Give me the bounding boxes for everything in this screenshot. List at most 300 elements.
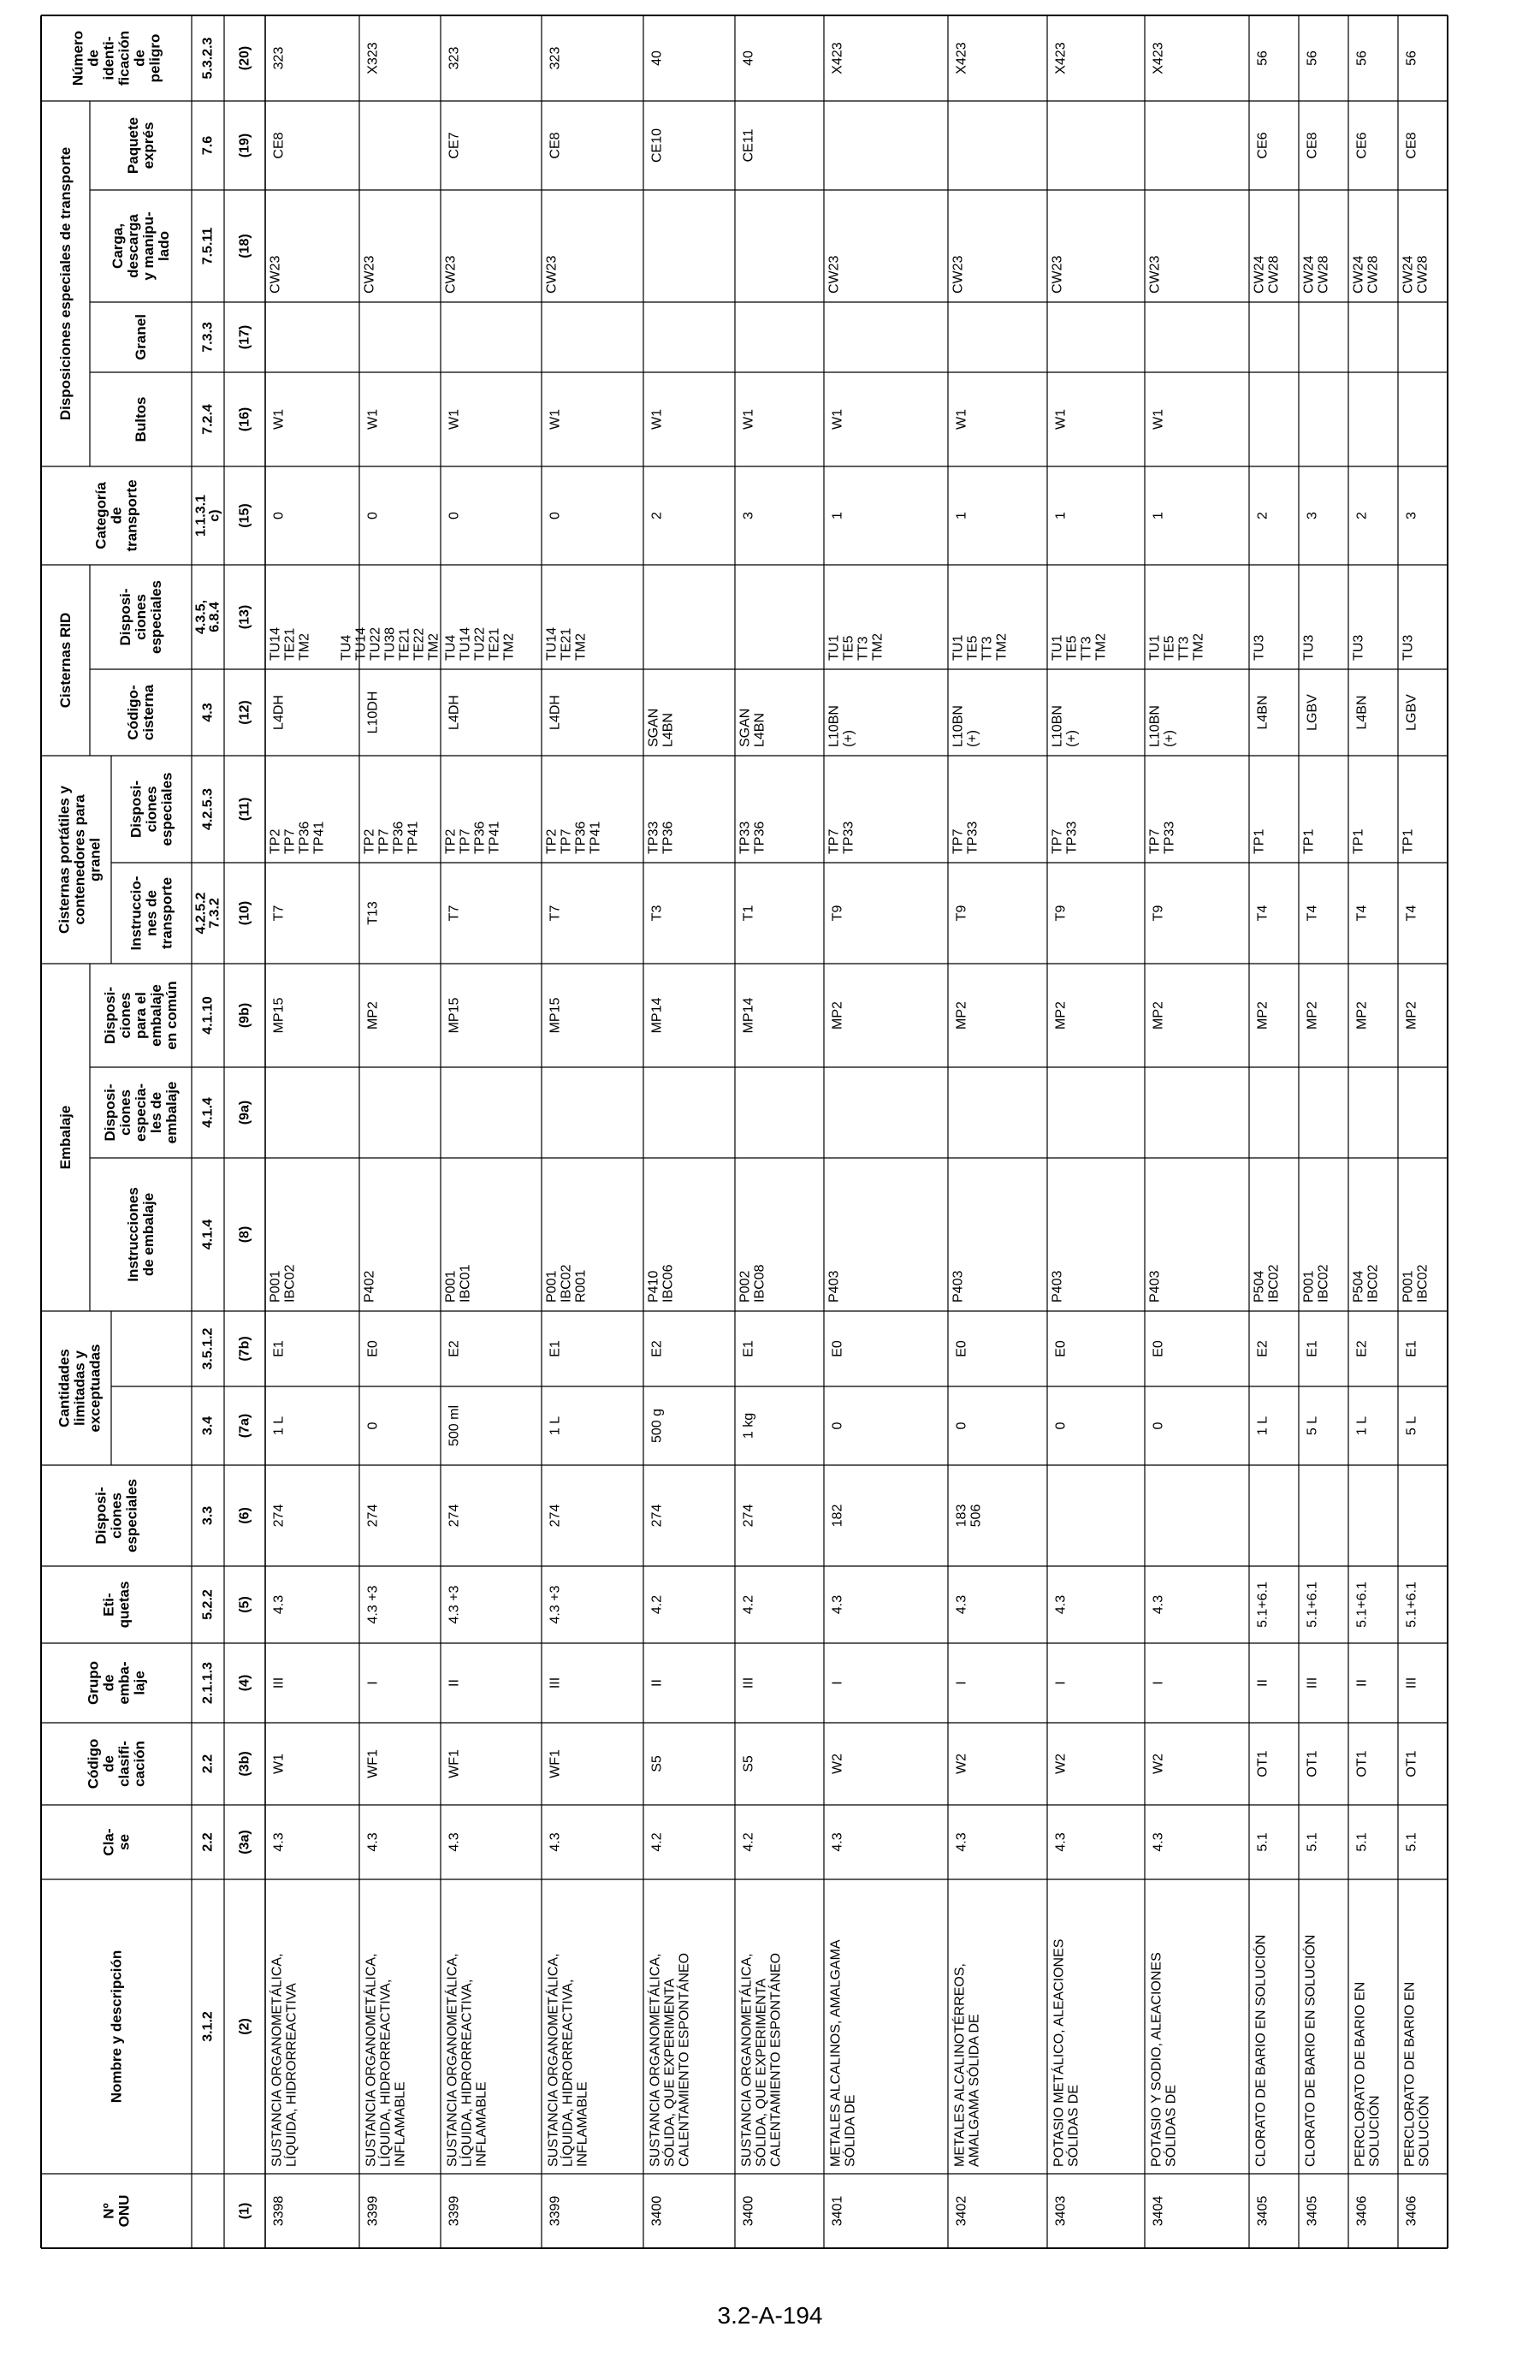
row-8-c10 bbox=[1054, 905, 1069, 922]
row-9-c5 bbox=[1152, 1595, 1166, 1614]
row-0-c2 bbox=[269, 1953, 299, 2167]
col-num-c1-line: (1) bbox=[237, 2202, 252, 2220]
row-11-c10 bbox=[1306, 905, 1320, 922]
row-3-c8 bbox=[545, 1264, 589, 1303]
row-2-c3b bbox=[447, 1749, 462, 1778]
row-13-c3b bbox=[1405, 1750, 1419, 1777]
row-2-c3a bbox=[447, 1832, 462, 1851]
row-1-c13-line: TE22 bbox=[412, 627, 427, 661]
row-2-c4-line: II bbox=[447, 1679, 462, 1687]
row-1-c10-line: T13 bbox=[365, 901, 381, 925]
row-11-c19 bbox=[1306, 132, 1320, 158]
row-5-c2-line: CALENTAMIENTO ESPONTÁNEO bbox=[768, 1952, 784, 2167]
group-header-g_disp bbox=[57, 147, 74, 420]
row-8-c9b bbox=[1054, 1001, 1069, 1030]
col-header-c5-line: Eti- bbox=[100, 1593, 117, 1617]
row-9-c8 bbox=[1148, 1271, 1163, 1303]
col-num-c7b-line: (7b) bbox=[237, 1336, 252, 1362]
row-13-c12-line: LGBV bbox=[1404, 694, 1419, 731]
row-9-c20 bbox=[1152, 42, 1166, 74]
col-ref-c16-line: 7.2.4 bbox=[200, 404, 216, 435]
row-13-c5 bbox=[1405, 1582, 1419, 1628]
row-5-c20 bbox=[742, 50, 756, 66]
col-header-c10-line: transporte bbox=[158, 876, 175, 950]
row-3-c3a bbox=[548, 1832, 563, 1851]
row-4-c12 bbox=[647, 709, 676, 747]
row-8-c3b-line: W2 bbox=[1053, 1754, 1069, 1774]
row-2-c13-line: TU22 bbox=[472, 626, 488, 661]
row-13-c4 bbox=[1405, 1677, 1419, 1689]
row-4-c11 bbox=[647, 822, 676, 854]
row-3-c19-line: CE8 bbox=[548, 132, 563, 159]
col-header-c9b-line: Disposi- bbox=[102, 986, 118, 1045]
row-2-c5-line: 4.3 +3 bbox=[447, 1585, 462, 1624]
col-ref-c17-line: 7.3.3 bbox=[200, 322, 216, 353]
col-header-c10 bbox=[128, 876, 175, 951]
row-1-c3b-line: WF1 bbox=[365, 1749, 381, 1778]
row-10-c10-line: T4 bbox=[1255, 905, 1270, 922]
col-header-c18-line: Carga, bbox=[110, 223, 126, 269]
row-10-c8 bbox=[1253, 1264, 1282, 1303]
row-2-c13-line: TM2 bbox=[501, 633, 517, 661]
row-3-c13-line: TE21 bbox=[559, 627, 574, 661]
row-2-c16-line: W1 bbox=[447, 409, 462, 430]
col-header-c8-line: Instrucciones bbox=[125, 1187, 141, 1282]
row-7-c3a-line: 4.3 bbox=[954, 1832, 969, 1852]
row-3-c12 bbox=[548, 695, 563, 730]
table-cells bbox=[56, 31, 1432, 2228]
col-ref-c13-line: 6.8.4 bbox=[207, 602, 222, 632]
row-11-c18-line: CW24 bbox=[1301, 255, 1317, 294]
row-3-c1-line: 3399 bbox=[548, 2195, 563, 2227]
row-9-c8-line: P403 bbox=[1147, 1270, 1163, 1303]
row-10-c13-line: TU3 bbox=[1252, 634, 1267, 661]
col-header-c20-line: ficación bbox=[116, 30, 133, 86]
row-0-c6-line: 274 bbox=[271, 1504, 287, 1528]
row-6-c8-line: P403 bbox=[826, 1270, 842, 1303]
col-ref-c19 bbox=[201, 136, 216, 155]
row-12-c3a-line: 5.1 bbox=[1354, 1832, 1370, 1852]
row-4-c2-line: SUSTANCIA ORGANOMETÁLICA, bbox=[648, 1953, 663, 2167]
row-0-c9b bbox=[272, 998, 287, 1034]
col-header-c4-line: laje bbox=[131, 1671, 148, 1695]
row-6-c16 bbox=[831, 409, 845, 430]
row-7-c6-line: 506 bbox=[968, 1504, 984, 1528]
row-11-c11 bbox=[1302, 829, 1317, 854]
col-header-c9a-line: Disposi- bbox=[102, 1083, 118, 1142]
row-1-c7b-line: E0 bbox=[365, 1340, 381, 1357]
col-ref-c7b-line: 3.5.1.2 bbox=[200, 1327, 216, 1370]
row-12-c3b-line: OT1 bbox=[1354, 1750, 1370, 1778]
col-ref-c15 bbox=[194, 495, 222, 537]
group-header-g_cant-line: Cantidades bbox=[56, 1349, 73, 1427]
row-4-c16-line: W1 bbox=[649, 409, 665, 430]
row-12-c8-line: P504 bbox=[1351, 1270, 1366, 1303]
col-header-c4 bbox=[86, 1661, 148, 1705]
row-6-c10 bbox=[831, 905, 845, 922]
col-num-c4 bbox=[238, 1675, 252, 1692]
col-header-c10-line: Instruccio- bbox=[127, 875, 145, 951]
row-7-c12 bbox=[951, 705, 980, 747]
row-5-c7a-line: 1 kg bbox=[741, 1412, 756, 1439]
row-3-c11-line: TP2 bbox=[544, 828, 560, 854]
row-9-c16 bbox=[1152, 409, 1166, 430]
row-0-c19-line: CE8 bbox=[271, 132, 287, 159]
row-2-c19-line: CE7 bbox=[447, 132, 462, 159]
row-13-c4-line: III bbox=[1404, 1677, 1419, 1689]
row-8-c13 bbox=[1051, 633, 1109, 661]
col-num-c2-line: (2) bbox=[237, 2018, 252, 2035]
row-9-c13-line: TU1 bbox=[1147, 634, 1163, 661]
row-1-c20 bbox=[366, 42, 381, 74]
row-3-c20-line: 323 bbox=[548, 46, 563, 70]
col-ref-c15-line: c) bbox=[207, 509, 222, 522]
col-ref-c8 bbox=[201, 1220, 216, 1250]
col-ref-c4-line: 2.1.1.3 bbox=[200, 1662, 216, 1704]
row-7-c15-line: 1 bbox=[954, 512, 969, 519]
row-1-c12-line: L10DH bbox=[365, 691, 381, 734]
row-7-c11-line: TP7 bbox=[951, 828, 966, 854]
row-11-c8 bbox=[1302, 1264, 1331, 1303]
row-3-c3a-line: 4.3 bbox=[548, 1832, 563, 1852]
row-7-c5 bbox=[955, 1595, 969, 1614]
row-10-c7b bbox=[1256, 1340, 1270, 1357]
row-5-c8-line: P002 bbox=[737, 1270, 753, 1303]
row-8-c3a-line: 4.3 bbox=[1053, 1832, 1069, 1852]
row-5-c2-line: SÓLIDA, QUE EXPERIMENTA bbox=[754, 1978, 769, 2167]
col-header-c19-line: exprés bbox=[140, 122, 157, 169]
row-7-c11 bbox=[951, 822, 980, 854]
row-0-c13-line: TU14 bbox=[268, 626, 283, 661]
col-header-c1 bbox=[101, 2195, 133, 2228]
row-9-c12 bbox=[1148, 705, 1177, 747]
row-9-c20-line: X423 bbox=[1151, 42, 1166, 74]
row-10-c9b-line: MP2 bbox=[1255, 1001, 1270, 1030]
row-13-c5-line: 5.1+6.1 bbox=[1404, 1582, 1419, 1628]
row-11-c3a bbox=[1306, 1832, 1320, 1851]
row-3-c3b-line: WF1 bbox=[548, 1749, 563, 1778]
row-2-c8 bbox=[444, 1264, 473, 1303]
row-0-c5-line: 4.3 bbox=[271, 1594, 287, 1615]
row-12-c18-line: CW24 bbox=[1351, 255, 1366, 294]
group-header-g_emb-line: Embalaje bbox=[57, 1105, 74, 1170]
row-13-c9b-line: MP2 bbox=[1404, 1001, 1419, 1030]
row-8-c20 bbox=[1054, 42, 1069, 74]
row-11-c20 bbox=[1306, 50, 1320, 66]
row-8-c12-line: L10BN bbox=[1050, 705, 1065, 747]
col-header-c8 bbox=[125, 1187, 157, 1282]
row-12-c2-line: PERCLORATO DE BARIO EN bbox=[1353, 1981, 1368, 2167]
row-6-c3a bbox=[831, 1832, 845, 1851]
row-7-c7b-line: E0 bbox=[954, 1340, 969, 1357]
row-2-c11-line: TP41 bbox=[487, 821, 502, 854]
row-5-c4 bbox=[742, 1677, 756, 1689]
row-5-c1-line: 3400 bbox=[741, 2195, 756, 2227]
col-num-c7b bbox=[238, 1336, 252, 1361]
row-13-c3a-line: 5.1 bbox=[1404, 1832, 1419, 1852]
row-5-c8-line: IBC08 bbox=[752, 1264, 767, 1303]
col-header-c6-line: Disposi- bbox=[92, 1487, 110, 1545]
row-7-c8-line: P403 bbox=[951, 1270, 966, 1303]
row-8-c20-line: X423 bbox=[1053, 42, 1069, 74]
row-8-c16-line: W1 bbox=[1053, 409, 1069, 430]
row-3-c20 bbox=[548, 47, 563, 70]
row-8-c11-line: TP7 bbox=[1050, 828, 1065, 854]
row-13-c18-line: CW28 bbox=[1415, 255, 1430, 294]
row-7-c8 bbox=[951, 1271, 966, 1303]
row-7-c2-line: METALES ALCALINOTÉRREOS, bbox=[952, 1963, 968, 2167]
col-header-c20-line: de bbox=[131, 50, 148, 67]
row-0-c18 bbox=[269, 255, 283, 294]
row-9-c13 bbox=[1148, 633, 1206, 661]
row-11-c13-line: TU3 bbox=[1301, 634, 1317, 661]
row-2-c11-line: TP2 bbox=[443, 828, 459, 854]
row-8-c13-line: TM2 bbox=[1093, 633, 1109, 661]
row-12-c4 bbox=[1355, 1679, 1370, 1687]
row-4-c3a-line: 4.2 bbox=[649, 1832, 665, 1852]
row-11-c3a-line: 5.1 bbox=[1305, 1832, 1320, 1852]
row-3-c16 bbox=[548, 409, 563, 430]
row-4-c15 bbox=[650, 512, 665, 519]
row-4-c8 bbox=[647, 1264, 676, 1303]
row-10-c5-line: 5.1+6.1 bbox=[1255, 1582, 1270, 1628]
row-4-c5 bbox=[650, 1595, 665, 1614]
col-ref-c17 bbox=[201, 322, 216, 353]
col-header-c3b bbox=[86, 1739, 148, 1789]
row-12-c7b bbox=[1355, 1340, 1370, 1357]
row-2-c20-line: 323 bbox=[447, 46, 462, 70]
row-11-c13 bbox=[1302, 635, 1317, 661]
row-3-c13 bbox=[545, 627, 589, 661]
col-header-c15-line: de bbox=[108, 507, 125, 525]
row-2-c15-line: 0 bbox=[447, 512, 462, 519]
row-7-c16 bbox=[955, 409, 969, 430]
row-4-c6-line: 274 bbox=[649, 1504, 665, 1528]
row-12-c20-line: 56 bbox=[1354, 50, 1370, 66]
row-10-c18 bbox=[1253, 255, 1282, 294]
row-12-c10-line: T4 bbox=[1354, 905, 1370, 922]
row-6-c13-line: TE5 bbox=[841, 635, 856, 661]
row-12-c20 bbox=[1355, 50, 1370, 66]
row-9-c2-line: POTASIO Y SODIO, ALEACIONES bbox=[1149, 1952, 1164, 2167]
row-5-c6 bbox=[742, 1505, 756, 1528]
row-11-c10-line: T4 bbox=[1305, 905, 1320, 922]
row-12-c19 bbox=[1355, 132, 1370, 158]
row-3-c5-line: 4.3 +3 bbox=[548, 1585, 563, 1624]
row-11-c20-line: 56 bbox=[1305, 50, 1320, 66]
col-header-c6-line: ciones bbox=[108, 1493, 125, 1539]
row-5-c7b-line: E1 bbox=[741, 1340, 756, 1357]
row-6-c5-line: 4.3 bbox=[830, 1594, 845, 1615]
row-1-c8-line: P402 bbox=[362, 1270, 377, 1303]
row-11-c4 bbox=[1306, 1677, 1320, 1689]
row-7-c3b bbox=[955, 1754, 969, 1774]
col-ref-c20-line: 5.3.2.3 bbox=[200, 37, 216, 80]
col-ref-c12-line: 4.3 bbox=[200, 703, 216, 722]
row-1-c5 bbox=[366, 1585, 381, 1623]
group-header-g_cist-line: granel bbox=[86, 837, 104, 882]
row-0-c19 bbox=[272, 132, 287, 158]
row-3-c11-line: TP41 bbox=[588, 821, 603, 854]
row-6-c3b-line: W2 bbox=[830, 1754, 845, 1774]
row-7-c15 bbox=[955, 512, 969, 519]
row-2-c1-line: 3399 bbox=[447, 2195, 462, 2227]
col-header-c8-line: de embalaje bbox=[140, 1192, 157, 1277]
col-num-c3a bbox=[238, 1830, 252, 1854]
row-0-c10 bbox=[272, 905, 287, 922]
row-13-c18-line: CW24 bbox=[1401, 255, 1416, 294]
col-num-c6 bbox=[238, 1507, 252, 1524]
row-11-c18-line: CW28 bbox=[1316, 255, 1331, 294]
col-ref-c16 bbox=[201, 404, 216, 435]
row-8-c13-line: TE5 bbox=[1064, 635, 1080, 661]
row-4-c19-line: CE10 bbox=[649, 128, 665, 163]
row-12-c1 bbox=[1355, 2196, 1370, 2227]
row-2-c12 bbox=[447, 695, 462, 730]
row-11-c2 bbox=[1302, 1935, 1318, 2167]
row-6-c4 bbox=[831, 1681, 845, 1684]
row-3-c2 bbox=[545, 1953, 590, 2167]
row-5-c4-line: III bbox=[741, 1677, 756, 1689]
row-6-c12 bbox=[827, 705, 856, 747]
table-grid bbox=[41, 15, 1448, 2248]
row-0-c3b bbox=[272, 1754, 287, 1774]
row-3-c8-line: IBC02 bbox=[559, 1264, 574, 1303]
row-1-c13-line: TU38 bbox=[382, 626, 398, 661]
col-header-c19 bbox=[125, 117, 157, 174]
row-2-c2-line: INFLAMABLE bbox=[474, 2081, 489, 2167]
row-5-c11-line: TP33 bbox=[737, 821, 753, 854]
row-5-c2 bbox=[738, 1953, 784, 2167]
row-5-c8 bbox=[738, 1264, 767, 1303]
col-header-c9b-line: embalaje bbox=[148, 984, 164, 1047]
row-13-c3a bbox=[1405, 1832, 1419, 1851]
col-header-c9a-line: les de bbox=[148, 1091, 164, 1134]
col-num-c10-line: (10) bbox=[237, 900, 252, 926]
col-ref-c7a bbox=[201, 1416, 216, 1435]
row-9-c13-line: TM2 bbox=[1191, 633, 1206, 661]
row-9-c7a-line: 0 bbox=[1151, 1421, 1166, 1430]
col-header-c13-line: Disposi- bbox=[117, 588, 133, 646]
row-10-c18-line: CW28 bbox=[1266, 255, 1282, 294]
row-4-c4 bbox=[650, 1679, 665, 1687]
group-header-g_emb bbox=[57, 1106, 74, 1170]
row-10-c1 bbox=[1256, 2196, 1270, 2227]
col-header-c1-line: Nº bbox=[100, 2203, 117, 2219]
row-0-c8-line: IBC02 bbox=[282, 1264, 298, 1303]
col-num-c19-line: (19) bbox=[237, 133, 252, 158]
col-header-c11-line: Disposi- bbox=[127, 780, 145, 839]
row-13-c20 bbox=[1405, 50, 1419, 66]
row-9-c13-line: TT3 bbox=[1176, 636, 1192, 661]
row-6-c13-line: TM2 bbox=[870, 633, 886, 661]
row-7-c13-line: TT3 bbox=[980, 636, 995, 661]
col-ref-c7b bbox=[201, 1327, 216, 1369]
group-header-g_cant-line: exceptuadas bbox=[86, 1344, 104, 1433]
row-3-c9b-line: MP15 bbox=[548, 997, 563, 1034]
row-8-c4-line: I bbox=[1053, 1681, 1069, 1685]
row-7-c7a-line: 0 bbox=[954, 1421, 969, 1430]
row-13-c1 bbox=[1405, 2196, 1419, 2227]
row-4-c2-line: SÓLIDA, QUE EXPERIMENTA bbox=[662, 1978, 678, 2167]
row-7-c4-line: I bbox=[954, 1681, 969, 1685]
row-10-c3a bbox=[1256, 1832, 1270, 1851]
col-num-c6-line: (6) bbox=[237, 1507, 252, 1524]
row-1-c11 bbox=[363, 822, 421, 854]
col-header-c9b-line: ciones bbox=[117, 992, 133, 1039]
col-header-c9a-line: especia- bbox=[133, 1083, 149, 1143]
row-5-c20-line: 40 bbox=[741, 50, 756, 66]
row-6-c18-line: CW23 bbox=[826, 255, 842, 294]
row-4-c6 bbox=[650, 1505, 665, 1528]
row-12-c7b-line: E2 bbox=[1354, 1340, 1370, 1357]
row-0-c20 bbox=[272, 47, 287, 70]
row-2-c2-line: SUSTANCIA ORGANOMETÁLICA, bbox=[445, 1953, 460, 2167]
row-0-c2-line: SUSTANCIA ORGANOMETÁLICA, bbox=[270, 1953, 285, 2167]
row-9-c16-line: W1 bbox=[1151, 409, 1166, 430]
row-3-c3b bbox=[548, 1749, 563, 1778]
col-num-c16-line: (16) bbox=[237, 407, 252, 432]
row-12-c5 bbox=[1355, 1582, 1370, 1628]
row-9-c2 bbox=[1150, 1952, 1179, 2167]
row-5-c15-line: 3 bbox=[741, 512, 756, 519]
row-11-c19-line: CE8 bbox=[1305, 132, 1320, 159]
row-10-c9b bbox=[1256, 1001, 1270, 1030]
row-3-c15-line: 0 bbox=[548, 512, 563, 519]
row-0-c4 bbox=[272, 1677, 287, 1689]
col-header-c4-line: emba- bbox=[116, 1661, 133, 1705]
row-8-c12 bbox=[1051, 705, 1080, 747]
row-7-c20 bbox=[955, 42, 969, 74]
row-0-c3b-line: W1 bbox=[271, 1754, 287, 1774]
col-num-c20-line: (20) bbox=[237, 45, 252, 71]
col-ref-c11-line: 4.2.5.3 bbox=[200, 788, 216, 830]
row-13-c3b-line: OT1 bbox=[1404, 1750, 1419, 1778]
row-4-c12-line: L4BN bbox=[660, 712, 676, 747]
row-11-c12 bbox=[1306, 694, 1320, 731]
col-ref-c9b bbox=[201, 996, 216, 1035]
row-0-c11-line: TP2 bbox=[268, 828, 283, 854]
row-1-c1 bbox=[366, 2196, 381, 2227]
page-number: 3.2-A-194 bbox=[717, 2302, 823, 2329]
row-13-c7a bbox=[1405, 1416, 1419, 1435]
row-4-c2 bbox=[647, 1953, 692, 2167]
row-5-c10-line: T1 bbox=[741, 905, 756, 922]
col-num-c1 bbox=[238, 2203, 252, 2220]
row-2-c15 bbox=[447, 512, 462, 519]
row-2-c7b-line: E2 bbox=[447, 1340, 462, 1357]
row-5-c3b bbox=[742, 1755, 756, 1772]
row-4-c3a bbox=[650, 1832, 665, 1851]
row-11-c15 bbox=[1306, 512, 1320, 519]
row-2-c18 bbox=[444, 255, 459, 294]
row-10-c5 bbox=[1256, 1582, 1270, 1628]
row-8-c13-line: TT3 bbox=[1079, 636, 1094, 661]
row-0-c12-line: L4DH bbox=[271, 695, 287, 730]
row-12-c7a bbox=[1355, 1416, 1370, 1435]
row-11-c7b bbox=[1306, 1340, 1320, 1357]
col-ref-c10-line: 7.3.2 bbox=[207, 898, 222, 929]
row-13-c7b-line: E1 bbox=[1404, 1340, 1419, 1357]
row-3-c2-line: INFLAMABLE bbox=[575, 2081, 590, 2167]
row-10-c20 bbox=[1256, 50, 1270, 66]
row-10-c3b bbox=[1256, 1750, 1270, 1777]
row-9-c7b bbox=[1152, 1340, 1166, 1357]
row-7-c20-line: X423 bbox=[954, 42, 969, 74]
row-0-c1-line: 3398 bbox=[271, 2195, 287, 2227]
col-ref-c3b bbox=[201, 1754, 216, 1773]
row-9-c11 bbox=[1148, 822, 1177, 854]
